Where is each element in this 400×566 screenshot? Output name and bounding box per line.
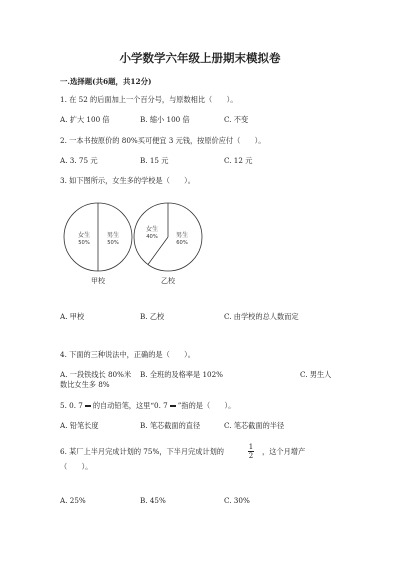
- q6-option-c[interactable]: C. 30%: [224, 496, 250, 505]
- q6-fraction: [247, 443, 255, 460]
- q5-option-c[interactable]: C. 笔芯截面的半径: [224, 421, 285, 430]
- q3-option-c[interactable]: C. 由学校的总人数而定: [224, 312, 299, 321]
- pie-right-girl-pct: 40%: [146, 234, 158, 240]
- q4-option-c-continued: 数比女生多 8%: [60, 380, 110, 389]
- pie-left-boy-label: 男生: [106, 232, 120, 239]
- q6-fraction-denominator: 2: [248, 452, 254, 460]
- q6-option-b[interactable]: B. 45%: [140, 496, 166, 505]
- q5-stem-pre: 5. 0. 7: [60, 401, 83, 410]
- q1-option-b[interactable]: B. 缩小 100 倍: [140, 115, 190, 124]
- q5-stem-post: ”指的是（ ）。: [177, 401, 236, 410]
- q3-stem: 3. 如下图所示，女生多的学校是（ ）。: [60, 176, 195, 185]
- q3-option-b[interactable]: B. 乙校: [140, 312, 165, 321]
- pie-right-boy-label: 男生: [175, 232, 189, 239]
- pie-left-girl-pct: 50%: [78, 240, 90, 246]
- q1-option-a[interactable]: A. 扩大 100 倍: [60, 115, 110, 124]
- q1-stem: 1. 在 52 的后面加上一个百分号，与原数相比（ ）。: [60, 95, 238, 104]
- page-title: 小学数学六年级上册期末模拟卷: [119, 51, 281, 65]
- q3-option-a[interactable]: A. 甲校: [60, 312, 85, 321]
- pie-right-boy-pct: 60%: [176, 240, 188, 246]
- q4-stem: 4. 下面的三种说法中，正确的是（ ）。: [60, 350, 195, 359]
- pie-left-boy-pct: 50%: [107, 240, 119, 246]
- q2-option-c[interactable]: C. 12 元: [224, 156, 253, 165]
- q2-option-a[interactable]: A. 3. 75 元: [60, 156, 98, 165]
- q5-option-b[interactable]: B. 笔芯截面的直径: [140, 421, 201, 430]
- pie-left-girl-label: 女生: [77, 232, 91, 239]
- unit-blank-2: [170, 405, 176, 407]
- section-heading: 一.选择题(共6题，共12分): [60, 77, 152, 86]
- q6-stem-post: ，这个月增产: [262, 447, 306, 456]
- pie-left: [64, 203, 132, 271]
- pie-right-caption: 乙校: [161, 277, 175, 285]
- q2-stem: 2. 一本书按原价的 80%买可便宜 3 元钱，按原价应付（ ）。: [60, 136, 266, 145]
- q6-stem-pre: 6. 某厂上半月完成计划的 75%，下半月完成计划的: [60, 447, 224, 456]
- q2-option-b[interactable]: B. 15 元: [140, 156, 169, 165]
- q4-option-a[interactable]: A. 一段铁线长 80%米: [60, 370, 132, 379]
- q1-option-c[interactable]: C. 不变: [224, 115, 249, 124]
- pie-right: [134, 203, 202, 271]
- q5-stem: [60, 401, 235, 410]
- q6-stem-blank: （ ）。: [60, 462, 93, 471]
- unit-blank-1: [85, 405, 91, 407]
- pie-right-girl-label: 女生: [145, 226, 159, 233]
- pie-left-caption: 甲校: [91, 277, 105, 285]
- q4-option-c[interactable]: C. 男生人: [300, 370, 332, 379]
- q4-option-b[interactable]: B. 全班的及格率是 102%: [140, 370, 223, 379]
- q5-option-a[interactable]: A. 铅笔长度: [60, 421, 99, 430]
- q6-fraction-numerator: 1: [248, 443, 254, 451]
- q6-option-a[interactable]: A. 25%: [60, 496, 86, 505]
- q5-stem-mid: 的自动铅笔，这里“0. 7: [92, 401, 168, 410]
